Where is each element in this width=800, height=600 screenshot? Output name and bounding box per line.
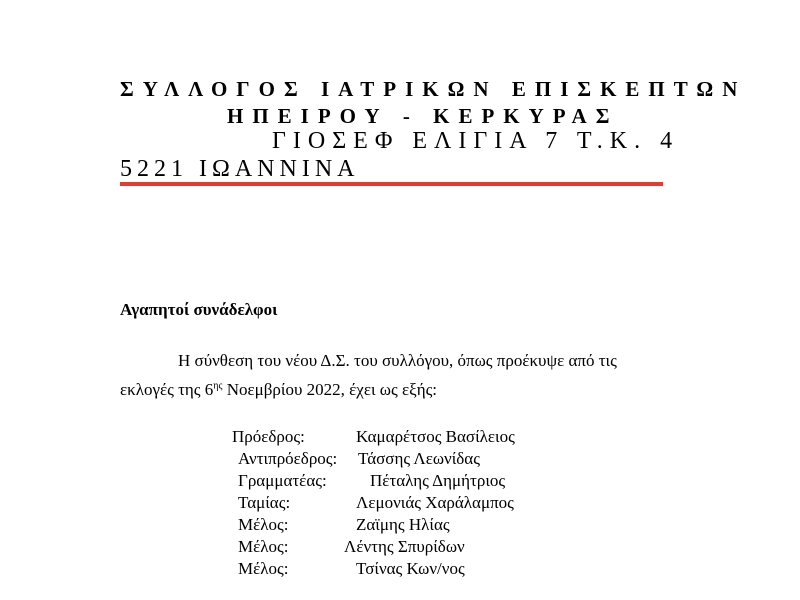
board-member-name: Ζαϊμης Ηλίας [356, 515, 450, 534]
address-street: ΓΙΟΣΕΦ ΕΛΙΓΙΑ 7 Τ.Κ. 4 [272, 128, 680, 154]
paragraph-line-2-end: Νοεμβρίου 2022, έχει ως εξής: [222, 380, 438, 399]
paragraph-line-1: Η σύνθεση του νέου Δ.Σ. του συλλόγου, όπως προέκυψε από τις [178, 351, 617, 370]
board-role: Αντιπρόεδρος: [238, 449, 338, 468]
board-member-name: Τσίνας Κων/νος [356, 559, 465, 578]
board-role: Μέλος: [238, 515, 289, 534]
board-role: Πρόεδρος: [232, 427, 305, 446]
board-member-name: Λεμονιάς Χαράλαμπος [356, 493, 514, 512]
board-role: Μέλος: [238, 559, 289, 578]
board-role: Ταμίας: [238, 493, 291, 512]
board-role: Μέλος: [238, 537, 289, 556]
greeting: Αγαπητοί συνάδελφοι [120, 300, 278, 319]
board-member-name: Λέντης Σπυρίδων [344, 537, 465, 556]
board-role: Γραμματέας: [238, 471, 327, 490]
association-name: ΣΥΛΛΟΓΟΣ ΙΑΤΡΙΚΩΝ ΕΠΙΣΚΕΠΤΩΝ [120, 77, 747, 101]
ordinal-suffix: ης [213, 380, 223, 392]
header-divider [120, 182, 663, 186]
association-region: ΗΠΕΙΡΟΥ - ΚΕΡΚΥΡΑΣ [227, 104, 619, 128]
address-city: 5221 ΙΩΑΝΝΙΝΑ [120, 156, 360, 182]
paragraph-line-2 [120, 380, 437, 400]
board-member-name: Καμαρέτσος Βασίλειος [356, 427, 515, 446]
board-member-name: Πέταλης Δημήτριος [370, 471, 506, 490]
paragraph-line-2-start: εκλογές της 6 [120, 380, 214, 399]
board-member-name: Τάσσης Λεωνίδας [358, 449, 480, 468]
